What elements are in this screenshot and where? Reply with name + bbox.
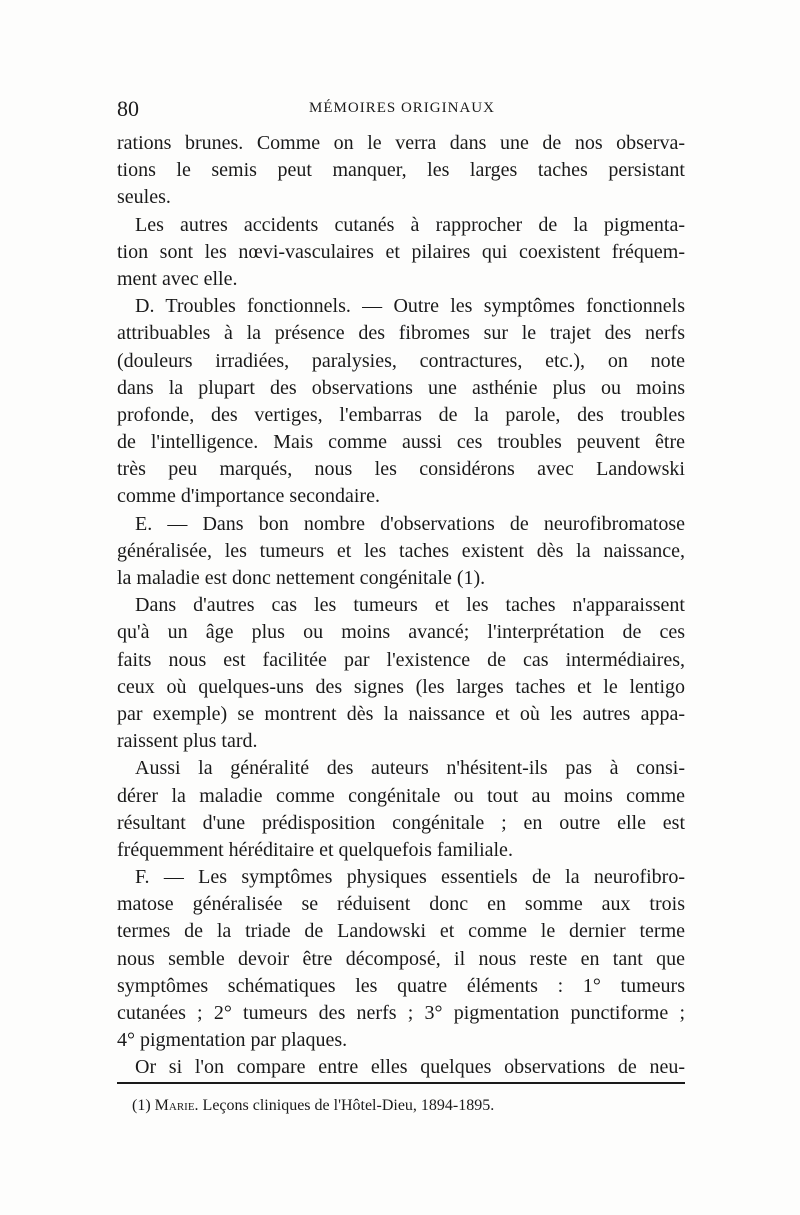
- text-line: F. — Les symptômes physiques essentiels de la neurofibro-: [135, 866, 685, 889]
- footnote-rule: [117, 1082, 685, 1084]
- page-header: [117, 96, 687, 124]
- text-line: rations brunes. Comme on le verra dans une de nos observa-: [117, 132, 685, 154]
- text-line: Dans d'autres cas les tumeurs et les taches n'apparaissent: [135, 594, 685, 617]
- text-line: ment avec elle.: [117, 267, 238, 290]
- text-line: E. — Dans bon nombre d'observations de neurofibromatose: [135, 512, 685, 535]
- text-line: la maladie est donc nettement congénitale (1).: [117, 567, 486, 589]
- text-line: attribuables à la présence des fibromes sur le trajet des nerfs: [117, 322, 685, 345]
- text-line: généralisée, les tumeurs et les taches existent dès la naissance,: [117, 539, 685, 562]
- text-line: ceux où quelques-uns des signes (les larges taches et le lentigo: [117, 675, 685, 698]
- page-number: 80: [117, 96, 139, 121]
- footnote-author: Marie.: [154, 1097, 199, 1114]
- footnote-marker: (1): [132, 1097, 151, 1114]
- text-line: seules.: [117, 186, 171, 209]
- text-line: de l'intelligence. Mais comme aussi ces troubles peuvent être: [117, 431, 685, 454]
- text-line: matose généralisée se réduisent donc en somme aux trois: [117, 893, 685, 916]
- text-line: résultant d'une prédisposition congénitale ; en outre elle est: [117, 811, 685, 834]
- text-line: dans la plupart des observations une asthénie plus ou moins: [117, 376, 685, 399]
- text-line: Aussi la généralité des auteurs n'hésitent-ils pas à consi-: [135, 757, 685, 780]
- text-line: tions le semis peut manquer, les larges taches persistant: [117, 159, 685, 182]
- text-line: dérer la maladie comme congénitale ou tout au moins comme: [117, 784, 685, 807]
- text-line: raissent plus tard.: [117, 730, 258, 753]
- text-line: (douleurs irradiées, paralysies, contractures, etc.), on note: [117, 349, 685, 372]
- text-line: cutanées ; 2° tumeurs des nerfs ; 3° pigmentation punctiforme ;: [117, 1002, 685, 1024]
- text-line: tion sont les nœvi-vasculaires et pilaires qui coexistent fréquem-: [117, 240, 685, 263]
- text-line: symptômes schématiques les quatre éléments : 1° tumeurs: [117, 974, 685, 997]
- text-line: termes de la triade de Landowski et comme le dernier terme: [117, 920, 685, 943]
- text-line: fréquemment héréditaire et quelquefois familiale.: [117, 838, 513, 861]
- footnote: [132, 1097, 494, 1115]
- text-line: qu'à un âge plus ou moins avancé; l'interprétation de ces: [117, 621, 685, 644]
- footnote-text: Leçons cliniques de l'Hôtel-Dieu, 1894-1895.: [202, 1097, 495, 1114]
- text-line: D. Troubles fonctionnels. — Outre les symptômes fonctionnels: [135, 295, 685, 318]
- text-line: nous semble devoir être décomposé, il nous reste en tant que: [117, 947, 685, 970]
- text-line: comme d'importance secondaire.: [117, 485, 380, 508]
- text-line: 4° pigmentation par plaques.: [117, 1029, 348, 1052]
- text-line: faits nous est facilitée par l'existence de cas intermédiaires,: [117, 648, 685, 671]
- text-line: très peu marqués, nous les considérons avec Landowski: [117, 458, 685, 481]
- text-line: Les autres accidents cutanés à rapprocher de la pigmenta-: [135, 213, 685, 236]
- body-text: [117, 130, 685, 1082]
- running-head: MÉMOIRES ORIGINAUX: [309, 100, 495, 116]
- text-line: Or si l'on compare entre elles quelques observations de neu-: [135, 1056, 685, 1079]
- text-line: par exemple) se montrent dès la naissance et où les autres appa-: [117, 702, 685, 725]
- text-line: profonde, des vertiges, l'embarras de la parole, des troubles: [117, 403, 685, 426]
